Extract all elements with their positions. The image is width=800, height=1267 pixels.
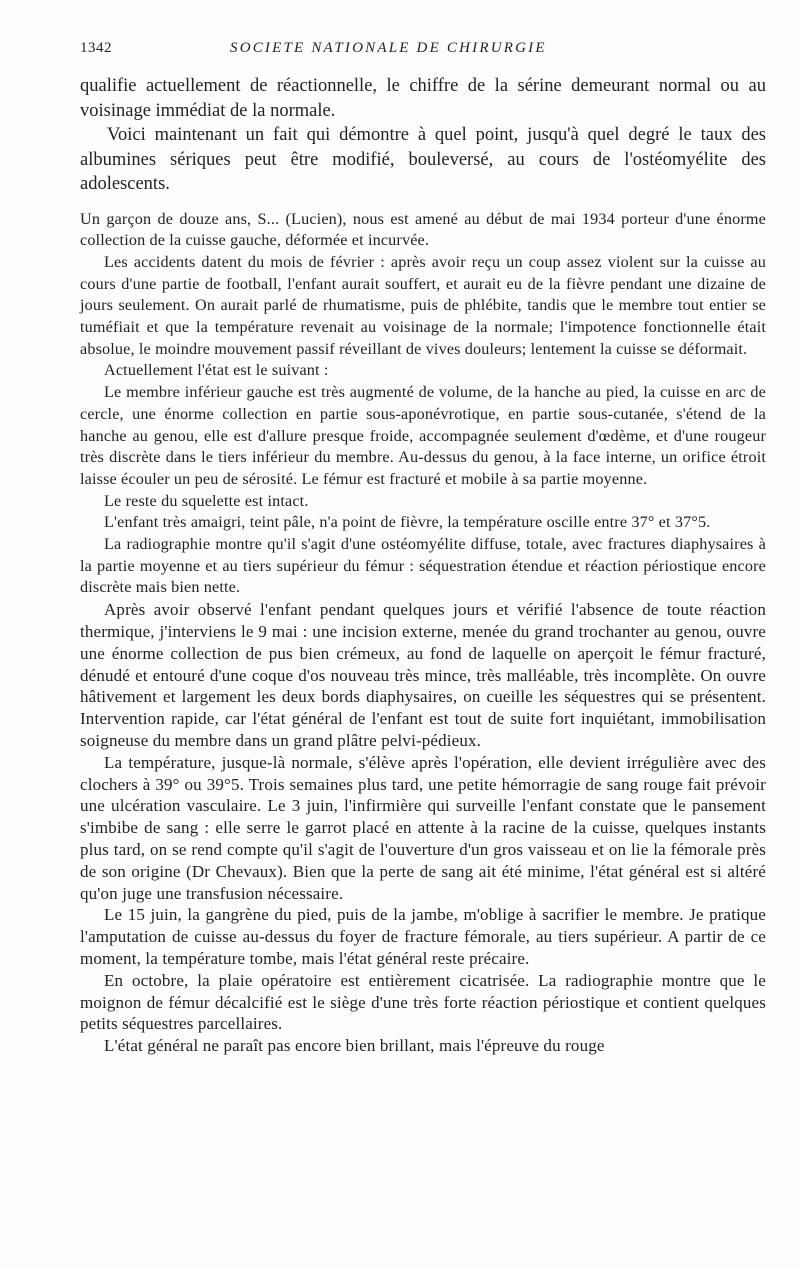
page-number: 1342 (80, 40, 112, 56)
case-paragraph-10: Le 15 juin, la gangrène du pied, puis de la jambe, m'oblige à sacrifier le membre. Je pratique l'amputation de cuisse au-dessus du foyer de fracture fémorale, au tiers supérieur. A partir de ce moment, la température tombe, mais l'état général reste précaire. (80, 905, 766, 968)
case-paragraph-7: La radiographie montre qu'il s'agit d'une ostéomyélite diffuse, totale, avec fractures diaphysaires à la partie moyenne et au tiers supérieur du fémur : séquestration étendue et réaction périostique encore discrète mais bien nette. (80, 535, 766, 597)
body-text (80, 74, 766, 1057)
case-paragraph-1: Un garçon de douze ans, S... (Lucien), nous est amené au début de mai 1934 porteur d'une énorme collection de la cuisse gauche, déformée et incurvée. (80, 209, 766, 250)
case-paragraph-12: L'état général ne paraît pas encore bien brillant, mais l'épreuve du rouge (104, 1036, 605, 1056)
case-paragraph-5: Le reste du squelette est intact. (104, 491, 309, 510)
case-paragraph-6: L'enfant très amaigri, teint pâle, n'a point de fièvre, la température oscille entre 37° et 37°5. (104, 513, 711, 532)
case-paragraph-11: En octobre, la plaie opératoire est entièrement cicatrisée. La radiographie montre que le moignon de fémur décalcifié est le siège d'une très forte réaction périostique et contient quelques petits séquestres parcellaires. (80, 970, 766, 1034)
section-spacer (80, 197, 766, 209)
case-report (80, 209, 766, 1057)
paragraph-intro-2: Voici maintenant un fait qui démontre à quel point, jusqu'à quel degré le taux des albumines sériques peut être modifié, bouleversé, au cours de l'ostéomyélite des adolescents. (80, 125, 766, 194)
case-paragraph-2: Les accidents datent du mois de février : après avoir reçu un coup assez violent sur la cuisse au cours d'une partie de football, l'enfant aurait souffert, et aurait eu de la fièvre pendant une dizaine de jours seulement. On aurait parlé de rhumatisme, puis de phlébite, tandis que le membre tout entier se tuméfiait et que la température revenait au voisinage de la normale; l'impotence fonctionnelle était absolue, le moindre mouvement passif réveillant de vives douleurs; lentement la cuisse se déformait. (80, 252, 766, 358)
paragraph-intro-1: qualifie actuellement de réactionnelle, le chiffre de la sérine demeurant normal ou au voisinage immédiat de la normale. (80, 76, 766, 121)
case-paragraph-3: Actuellement l'état est le suivant : (104, 361, 329, 380)
case-paragraph-8: Après avoir observé l'enfant pendant quelques jours et vérifié l'absence de toute réaction thermique, j'interviens le 9 mai : une incision externe, menée du grand trochanter au genou, ouvre une énorme collection de pus bien crémeux, au fond de laquelle on aperçoit le fémur fracturé, dénudé et entouré d'une coque d'os nouveau très mince, très malléable, très incomplète. On ouvre hâtivement et largement les deux bords diaphysaires, on cueille les séquestres qui se présentent. Intervention rapide, car l'état général de l'enfant est tout de suite fort inquiétant, immobilisation soigneuse du membre dans un grand plâtre pelvi-pédieux. (80, 600, 766, 750)
page-header (80, 40, 766, 64)
case-paragraph-4: Le membre inférieur gauche est très augmenté de volume, de la hanche au pied, la cuisse en arc de cercle, une énorme collection en partie sous-aponévrotique, en partie sous-cutanée, s'étend de la hanche au genou, elle est d'allure presque froide, accompagnée seulement d'œdème, et d'une rougeur très discrète dans le tiers inférieur du membre. Au-dessus du genou, à la face interne, un orifice étroit laisse écouler un peu de sérosité. Le fémur est fracturé et mobile à sa partie moyenne. (80, 383, 766, 488)
running-title: SOCIETE NATIONALE DE CHIRURGIE (230, 40, 547, 56)
case-paragraph-9: La température, jusque-là normale, s'élève après l'opération, elle devient irrégulière avec des clochers à 39° ou 39°5. Trois semaines plus tard, une petite hémorragie de sang rouge fait prévoir une ulcération vasculaire. Le 3 juin, l'infirmière qui surveille l'enfant constate que le pansement s'imbibe de sang : elle serre le garrot placé en attente à la racine de la cuisse, quelques instants plus tard, on se rend compte qu'il s'agit de l'ouverture d'un gros vaisseau et on lie la fémorale près de son origine (Dr Chevaux). Bien que la perte de sang ait été minime, l'état général est si altéré qu'on juge une transfusion nécessaire. (80, 752, 766, 903)
